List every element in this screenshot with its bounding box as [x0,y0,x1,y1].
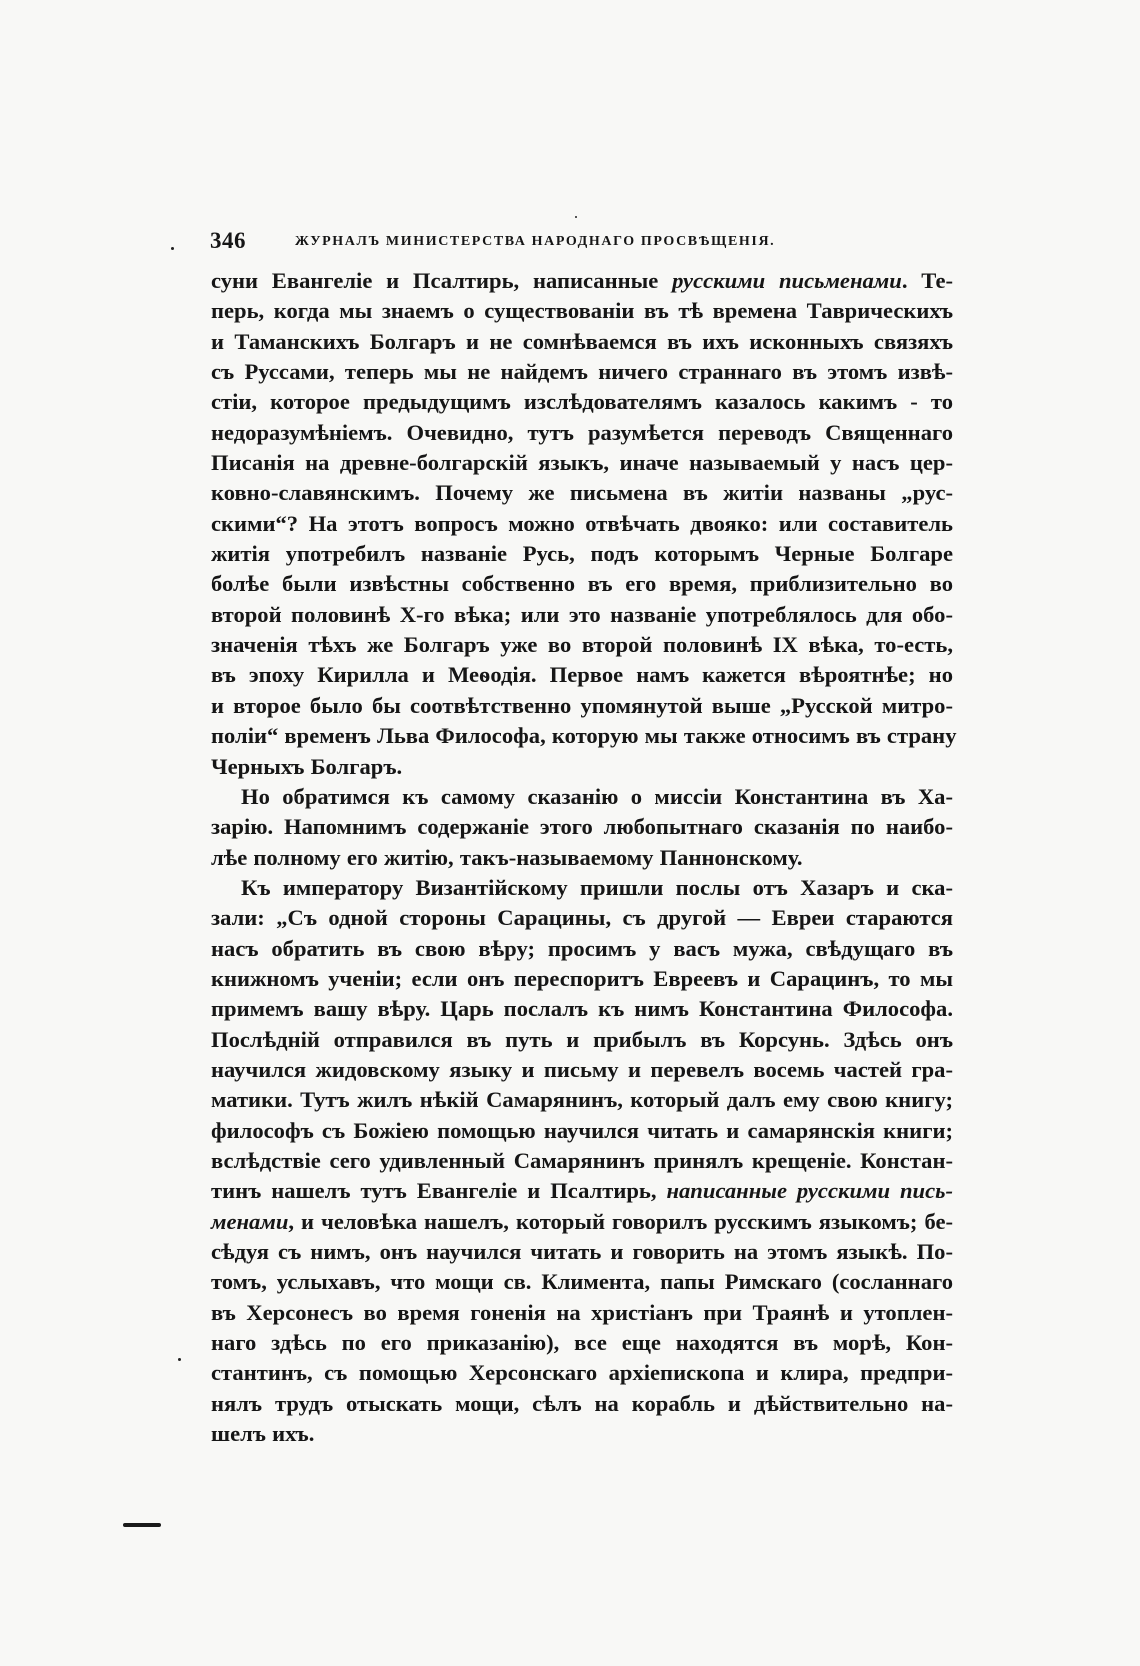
stray-mark [575,216,577,218]
text-line: стіи, которое предыдущимъ изслѣдователямъ казалось какимъ - то [211,389,953,415]
text-line: стантинъ, съ помощью Херсонскаго архіепископа и клира, предпри- [211,1360,953,1386]
stray-mark [178,1358,181,1361]
text-line: второй половинѣ X-го вѣка; или это названіе употреблялось для обо- [211,601,953,627]
text-line: матики. Тутъ жилъ нѣкій Самарянинъ, который далъ ему свою книгу; [211,1087,953,1113]
text-line: зарію. Напомнимъ содержаніе этого любопытнаго сказанія по наибо- [211,814,953,840]
running-title: ЖУРНАЛЪ МИНИСТЕРСТВА НАРОДНАГО ПРОСВѢЩЕНІЯ. [295,234,776,249]
text-line: скими“? На этотъ вопросъ можно отвѣчать двояко: или составитель [211,510,953,536]
text-line: тинъ нашелъ тутъ Евангеліе и Псалтирь, написанные русскими пись- [211,1178,953,1204]
text-line: и Таманскихъ Болгаръ и не сомнѣваемся въ ихъ исконныхъ связяхъ [211,328,953,354]
text-line: Но обратимся къ самому сказанію о миссіи Константина въ Ха- [241,783,953,809]
text-line: насъ обратить въ свою вѣру; просимъ у васъ мужа, свѣдущаго въ [211,935,953,961]
margin-dash-mark [123,1523,161,1527]
text-line: значенія тѣхъ же Болгаръ уже во второй половинѣ IX вѣка, то-есть, [211,632,953,658]
text-line: поліи“ временъ Льва Философа, которую мы также относимъ въ страну [211,723,957,749]
text-line: томъ, услыхавъ, что мощи св. Климента, папы Римскаго (сосланнаго [211,1269,953,1295]
text-line: ковно-славянскимъ. Почему же письмена въ житіи названы „рус- [211,480,953,506]
text-line: въ эпоху Кирилла и Меѳодія. Первое намъ кажется вѣроятнѣе; но [211,662,953,688]
text-line: Къ императору Византійскому пришли послы отъ Хазаръ и ска- [241,874,953,900]
text-line: Послѣдній отправился въ путь и прибылъ въ Корсунь. Здѣсь онъ [211,1026,953,1052]
body-text [211,266,957,1449]
text-line: Писанія на древне-болгарскій языкъ, иначе называемый у насъ цер- [211,450,953,476]
emphasis: менами [211,1208,289,1234]
text-line: философъ съ Божіею помощью научился читать и самарянскія книги; [211,1117,953,1143]
text-line: сѣдуя съ нимъ, онъ научился читать и говорить на этомъ языкѣ. По- [211,1239,953,1264]
emphasis: русскими письменами [672,268,902,293]
text-line: съ Руссами, теперь мы не найдемъ ничего страннаго въ этомъ извѣ- [211,359,953,385]
text-line: житія употребилъ названіе Русь, подъ которымъ Черные Болгаре [211,541,953,567]
stray-mark [171,247,174,250]
text-line: научился жидовскому языку и письму и перевелъ восемь частей гра- [211,1056,953,1082]
text-line: Черныхъ Болгаръ. [211,753,403,779]
text-line: недоразумѣніемъ. Очевидно, тутъ разумѣется переводъ Священнаго [211,419,953,445]
text-line: зали: „Съ одной стороны Сарацины, съ другой — Евреи стараются [211,905,953,931]
text-line: книжномъ ученіи; если онъ переспоритъ Евреевъ и Сарацинъ, то мы [211,965,953,991]
text-line: нялъ трудъ отыскать мощи, сѣлъ на корабль и дѣйствительно на- [211,1390,953,1416]
page-header [210,228,850,258]
text-line: шелъ ихъ. [211,1421,315,1447]
text-line: суни Евангеліе и Псалтирь, написанные русскими письменами. Те- [211,268,954,293]
text-line: лѣе полному его житію, такъ-называемому Паннонскому. [211,844,803,870]
text-line: примемъ вашу вѣру. Царь послалъ къ нимъ Константина Философа. [211,996,953,1022]
text-line: болѣе были извѣстны собственно въ его время, приблизительно во [211,571,953,597]
text-line: въ Херсонесъ во время гоненія на христіанъ при Траянѣ и утоплен- [211,1299,953,1325]
text-line: наго здѣсь по его приказанію), все еще находятся въ морѣ, Кон- [211,1330,953,1356]
text-line: вслѣдствіе сего удивленный Самарянинъ принялъ крещеніе. Констан- [211,1147,953,1173]
emphasis: написанные русскими пись- [666,1178,953,1204]
text-line: менами, и человѣка нашелъ, который говорилъ русскимъ языкомъ; бе- [211,1208,953,1234]
text-line: и второе было бы соотвѣтственно упомянутой выше „Русской митро- [211,692,953,718]
page-number: 346 [210,228,246,253]
text-line: перь, когда мы знаемъ о существованіи въ тѣ времена Таврическихъ [211,298,953,324]
